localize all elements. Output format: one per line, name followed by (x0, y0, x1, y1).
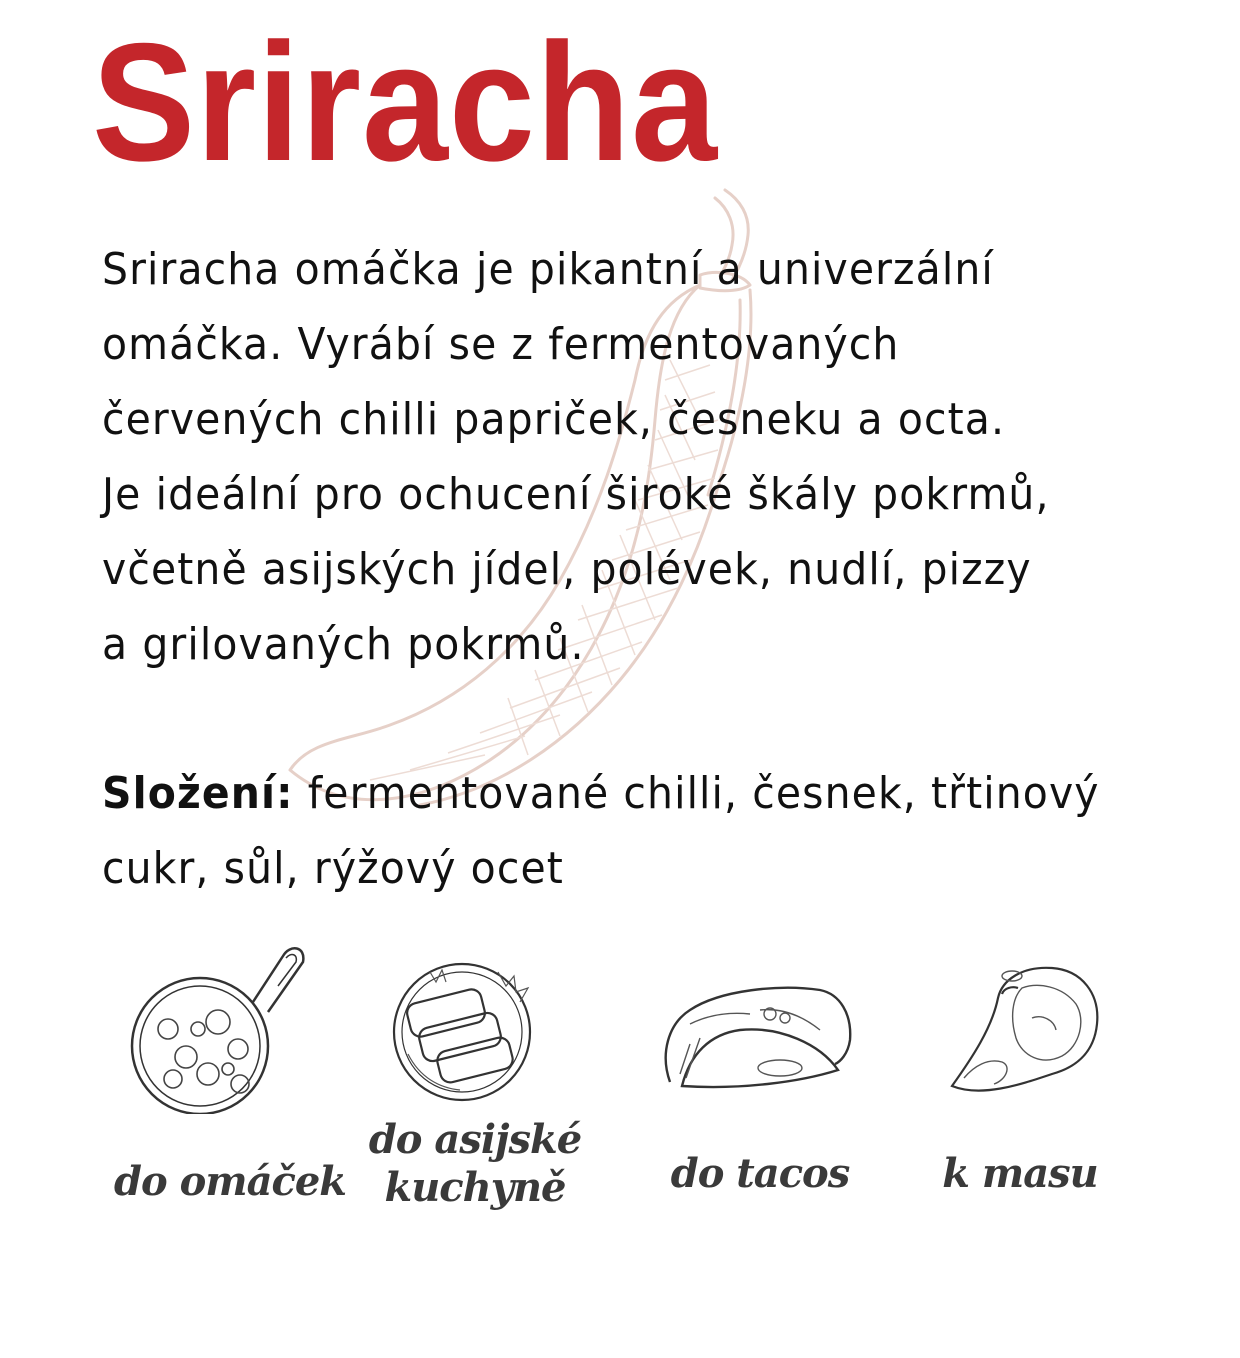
description-line: Sriracha omáčka je pikantní a univerzální (102, 244, 994, 295)
description-line: a grilovaných pokrmů. (102, 619, 585, 670)
product-title: Sriracha (92, 8, 718, 196)
usage-label-line: do asijské (368, 1116, 582, 1163)
ingredients-text: fermentované chilli, česnek, třtinový (307, 768, 1100, 819)
description-line: omáčka. Vyrábí se z fermentovaných (102, 319, 900, 370)
usage-item-sauces (100, 930, 360, 1250)
usage-label (350, 1116, 600, 1212)
description-line: Je ideální pro ochucení široké škály pokrmů, (102, 469, 1050, 520)
usage-item-meat (920, 930, 1180, 1250)
description-line: včetně asijských jídel, polévek, nudlí, pizzy (102, 544, 1032, 595)
ingredients-section (102, 756, 1222, 906)
steak-icon (942, 958, 1102, 1108)
product-description (102, 232, 1222, 682)
skillet-icon (128, 934, 308, 1114)
usage-label: k masu (942, 1150, 1098, 1197)
usage-label: do tacos (670, 1150, 850, 1197)
ingredients-line: cukr, sůl, rýžový ocet (102, 843, 564, 894)
ingredients-line (102, 756, 1144, 831)
asian-dish-plate-icon (390, 958, 540, 1108)
usage-label: do omáček (114, 1158, 347, 1205)
description-line: červených chilli papriček, česneku a octa. (102, 394, 1006, 445)
usage-suggestions (0, 930, 1240, 1250)
usage-label-line: kuchyně (384, 1164, 566, 1211)
ingredients-label: Složení: (102, 768, 294, 819)
usage-item-asian-cuisine (350, 930, 610, 1250)
taco-icon (660, 974, 860, 1104)
usage-item-tacos (650, 930, 910, 1250)
